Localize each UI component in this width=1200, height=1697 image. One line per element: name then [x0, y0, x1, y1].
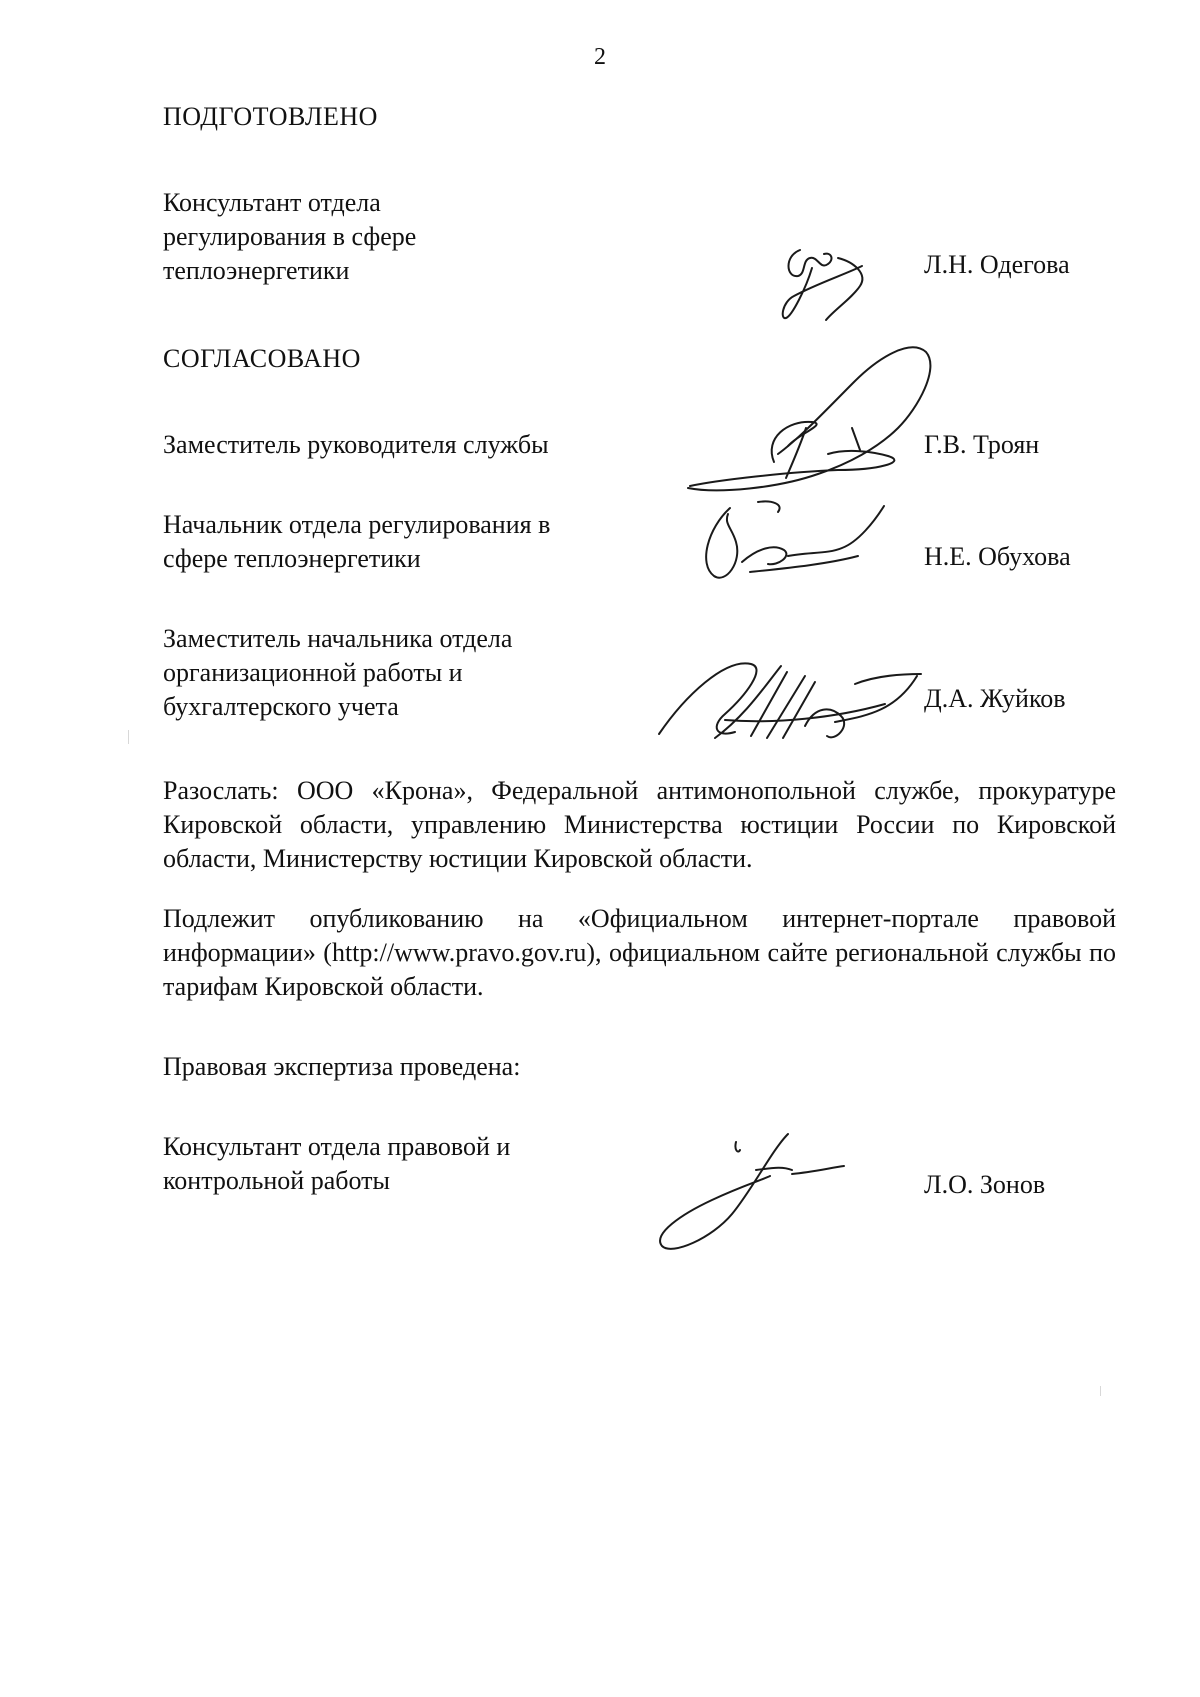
signature-obukhova: [688, 498, 888, 588]
signatory-name: Д.А. Жуйков: [924, 684, 1066, 713]
legal-review-name: Л.О. Зонов: [924, 1170, 1046, 1199]
publication-paragraph: Подлежит опубликованию на «Официальном интернет-портале правовой информации» (http://www.pravo.gov.ru), официальном сайте региональной службы по тарифам Кировской области.: [163, 904, 1116, 1001]
signatory-role: Заместитель начальника отдела организационной работы и бухгалтерского учета: [163, 624, 513, 721]
signatory-role: Заместитель руководителя службы: [163, 430, 549, 459]
prepared-role: Консультант отдела регулирования в сфере теплоэнергетики: [163, 188, 417, 285]
signature-troyan: [678, 338, 948, 498]
margin-mark: [1100, 1386, 1101, 1396]
page-number: 2: [594, 44, 606, 70]
prepared-name: Л.Н. Одегова: [924, 250, 1070, 279]
distribution-paragraph: Разослать: ООО «Крона», Федеральной антимонопольной службе, прокуратуре Кировской области, управлению Министерства юстиции России по Кировской области, Министерству юстиции Кировской области.: [163, 776, 1116, 873]
margin-mark: [128, 730, 129, 744]
signature-odegova: [776, 238, 886, 328]
legal-review-heading: Правовая экспертиза проведена:: [163, 1052, 521, 1081]
agreed-heading: СОГЛАСОВАНО: [163, 344, 361, 373]
legal-review-role: Консультант отдела правовой и контрольной работы: [163, 1132, 511, 1195]
signature-zonov: [652, 1130, 852, 1260]
signatory-name: Г.В. Троян: [924, 430, 1040, 459]
signatory-role: Начальник отдела регулирования в сфере теплоэнергетики: [163, 510, 551, 573]
prepared-heading: ПОДГОТОВЛЕНО: [163, 102, 378, 131]
signatory-name: Н.Е. Обухова: [924, 542, 1071, 571]
signature-zhuykov: [655, 646, 925, 746]
